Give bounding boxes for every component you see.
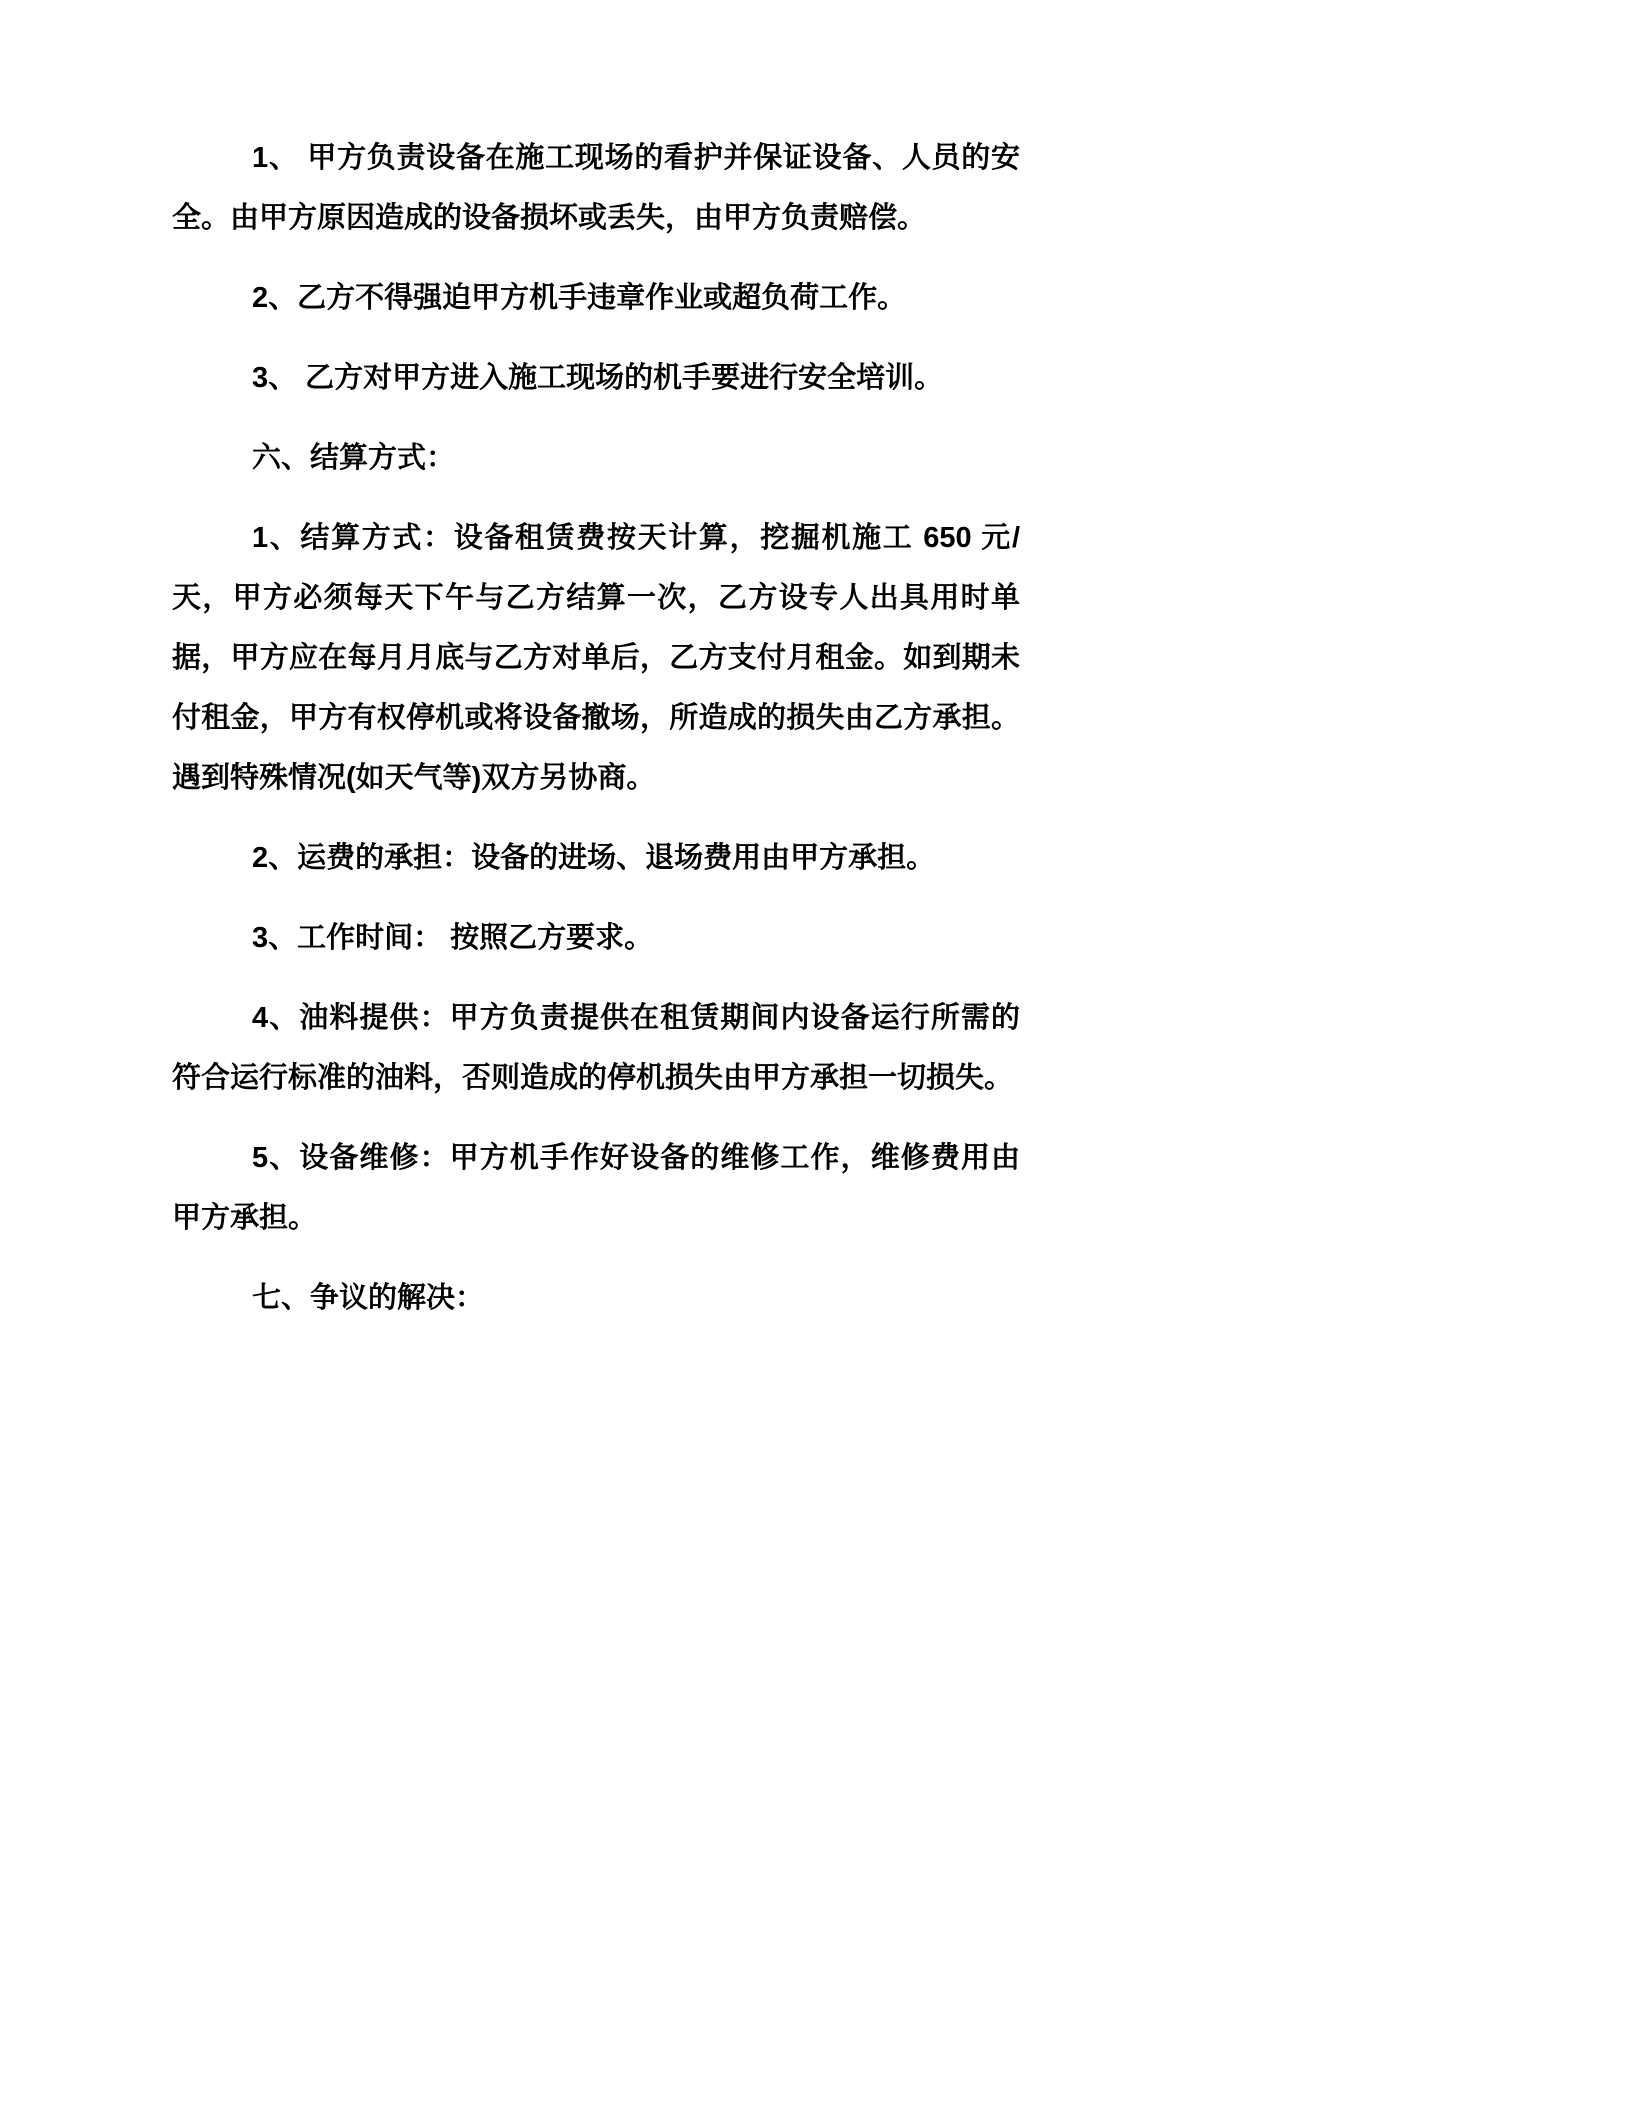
paragraph: 2、乙方不得强迫甲方机手违章作业或超负荷工作。 — [252, 282, 907, 314]
paragraph: 4、油料提供：甲方负责提供在租赁期间内设备运行所需的符合运行标准的油料，否则造成的停机损失由甲方承担一切损失。 — [172, 1002, 1020, 1094]
paragraph: 1、结算方式：设备租赁费按天计算，挖掘机施工 650 元/天，甲方必须每天下午与乙方结算一次，乙方设专人出具用时单据，甲方应在每月月底与乙方对单后，乙方支付月租金。如到期未付租金，甲方有权停机或将设备撤场，所造成的损失由乙方承担。遇到特殊情况(如天气等)双方另协商。 — [172, 522, 1020, 794]
document-body — [172, 128, 1020, 1348]
paragraph: 5、设备维修：甲方机手作好设备的维修工作，维修费用由甲方承担。 — [172, 1142, 1020, 1234]
paragraph: 3、 乙方对甲方进入施工现场的机手要进行安全培训。 — [252, 362, 944, 394]
paragraph: 1、 甲方负责设备在施工现场的看护并保证设备、人员的安全。由甲方原因造成的设备损坏或丢失，由甲方负责赔偿。 — [172, 142, 1020, 234]
paragraph: 2、运费的承担：设备的进场、退场费用由甲方承担。 — [252, 842, 936, 874]
section-heading: 六、结算方式： — [252, 442, 456, 474]
paragraph: 3、工作时间： 按照乙方要求。 — [252, 922, 654, 954]
section-heading: 七、争议的解决： — [252, 1282, 485, 1314]
